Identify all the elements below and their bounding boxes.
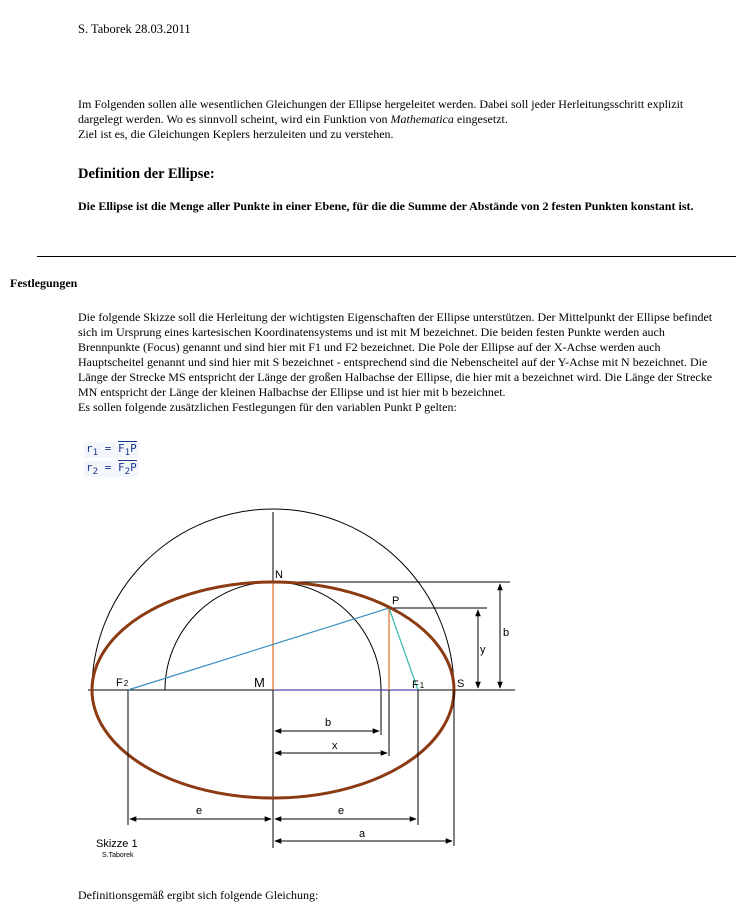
para-line: MN entspricht der Länge der kleinen Halbachse der Ellipse und ist hier mit b bezeichnet. [78,385,506,399]
intro-line: Ziel ist es, die Gleichungen Keplers herzuleiten und zu verstehen. [78,127,394,141]
label-p: P [392,595,400,607]
label-e-left: e [196,805,203,817]
label-n: N [275,569,283,581]
mathematica-name: Mathematica [390,112,454,126]
sketch-credit: S.Taborek [102,852,134,859]
label-s: S [457,678,465,690]
formula-r2: $r_2 = F_2P$ [86,461,137,478]
definition-heading: Definition der Ellipse: [78,166,215,182]
label-e-right: e [338,805,345,817]
para-line: sich im Ursprung eines kartesischen Koordinatensystems und ist mit M bezeichnet. Die beiden festen Punkte werden auch [78,325,665,339]
author-date: S. Taborek 28.03.2011 [78,22,191,36]
label-f1: F1 [412,679,425,691]
sketch-caption: Skizze 1 [96,838,138,850]
intro-line: Im Folgenden sollen alle wesentlichen Gleichungen der Ellipse hergeleitet werden. Dabei soll jeder Herleitungsschritt explizit [78,97,684,111]
para-line: Die folgende Skizze soll die Herleitung der wichtigsten Eigenschaften der Ellipse unterstützen. Der Mittelpunkt der Ellipse befindet [78,310,713,324]
para-line: Hauptscheitel genannt und sind hier mit S bezeichnet - entsprechend sind die Nebenscheitel auf der Y-Achse mit N bezeichnet. Die [78,355,708,369]
label-f2: F2 [116,677,129,689]
label-a-dim: a [359,828,366,840]
label-y: y [480,644,486,656]
closing-line: Definitionsgemäß ergibt sich folgende Gleichung: [78,888,319,902]
label-b-right: b [503,627,510,639]
para-line: Brennpunkte (Focus) genannt und sind hier mit F1 und F2 bezeichnet. Die Pole der Ellipse auf der X-Achse werden auch [78,340,661,354]
label-x-dim: x [332,740,338,752]
intro-line: dargelegt werden. Wo es sinnvoll scheint, wird ein Funktion von Mathematica eingesetzt. [78,112,508,126]
para-line: Es sollen folgende zusätzlichen Festlegungen für den variablen Punkt P gelten: [78,400,457,414]
para-line: Länge der Strecke MS entspricht der Länge der großen Halbachse der Ellipse, die hier mit a bezeichnet wird. Die Länge der Strecke [78,370,713,384]
label-m: M [254,675,265,690]
label-b-dim: b [325,717,332,729]
festlegungen-heading: Festlegungen [10,276,78,290]
formula-r1: $r_1 = F_1P$ [86,442,137,459]
definition-text: Die Ellipse ist die Menge aller Punkte in einer Ebene, für die die Summe der Abstände von 2 festen Punkten konstant ist. [78,199,694,213]
